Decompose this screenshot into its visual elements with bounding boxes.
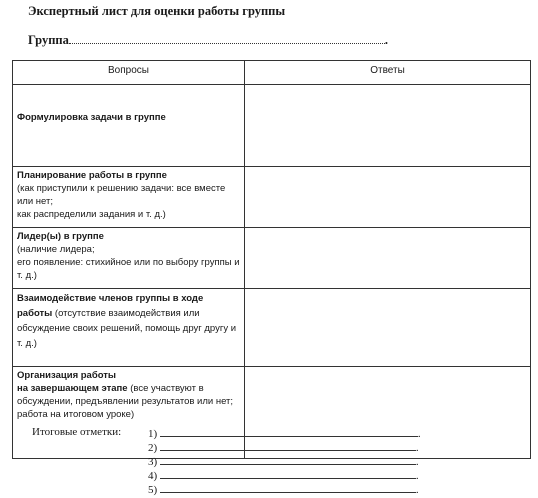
question-cell (13, 228, 245, 289)
final-mark-line[interactable] (148, 440, 419, 454)
answer-cell[interactable] (245, 228, 531, 289)
question-details: (все участвуют в обсуждении, предъявлении результатов или нет; работа на итоговом уроке) (17, 383, 234, 420)
question-details: (наличие лидера; его появление: стихийное или по выбору группы и т. д.) (17, 244, 240, 281)
question-details: (как приступили к решению задачи: все вместе или нет; как распределили задания и т. д.) (17, 183, 226, 220)
question-details: (отсутствие взаимодействия или обсуждение своих решений, помощь друг другу и т. д.) (17, 308, 237, 349)
question-title: Взаимодействие членов группы в ходе работы (17, 293, 204, 319)
group-suffix: . (384, 33, 388, 47)
mark-end: . (415, 484, 419, 496)
final-mark-line[interactable] (148, 468, 419, 482)
mark-end: . (415, 442, 419, 454)
final-marks-label: Итоговые отметки: (32, 426, 122, 438)
mark-blank[interactable] (160, 454, 416, 465)
mark-number: 5) (148, 484, 158, 496)
evaluation-table (12, 60, 531, 459)
table-row (13, 228, 531, 289)
table-row (13, 289, 531, 367)
question-title: Планирование работы в группе (17, 170, 167, 181)
mark-end: . (417, 428, 421, 440)
mark-end: . (415, 470, 419, 482)
header-questions: Вопросы (13, 61, 245, 85)
mark-number: 3) (148, 456, 158, 468)
mark-blank[interactable] (160, 426, 418, 437)
question-title: Формулировка задачи в группе (17, 112, 166, 123)
final-mark-line[interactable] (148, 454, 419, 468)
final-mark-line[interactable] (148, 426, 421, 440)
mark-blank[interactable] (160, 482, 416, 493)
header-answers: Ответы (245, 61, 531, 85)
mark-number: 4) (148, 470, 158, 482)
final-mark-line[interactable] (148, 482, 419, 496)
group-label: Группа (28, 33, 69, 47)
question-cell (13, 289, 245, 367)
question-title: Организация работы на завершающем этапе (17, 370, 128, 394)
page-title: Экспертный лист для оценки работы группы (28, 4, 286, 18)
question-cell (13, 167, 245, 228)
mark-number: 2) (148, 442, 158, 454)
mark-number: 1) (148, 428, 158, 440)
mark-blank[interactable] (160, 440, 416, 451)
question-title: Лидер(ы) в группе (17, 231, 104, 242)
answer-cell[interactable] (245, 85, 531, 167)
answer-cell[interactable] (245, 289, 531, 367)
mark-blank[interactable] (160, 468, 416, 479)
question-cell (13, 85, 245, 167)
answer-cell[interactable] (245, 167, 531, 228)
mark-end: . (415, 456, 419, 468)
group-blank[interactable] (69, 32, 385, 44)
group-field (28, 32, 388, 48)
table-row (13, 167, 531, 228)
table-row (13, 85, 531, 167)
